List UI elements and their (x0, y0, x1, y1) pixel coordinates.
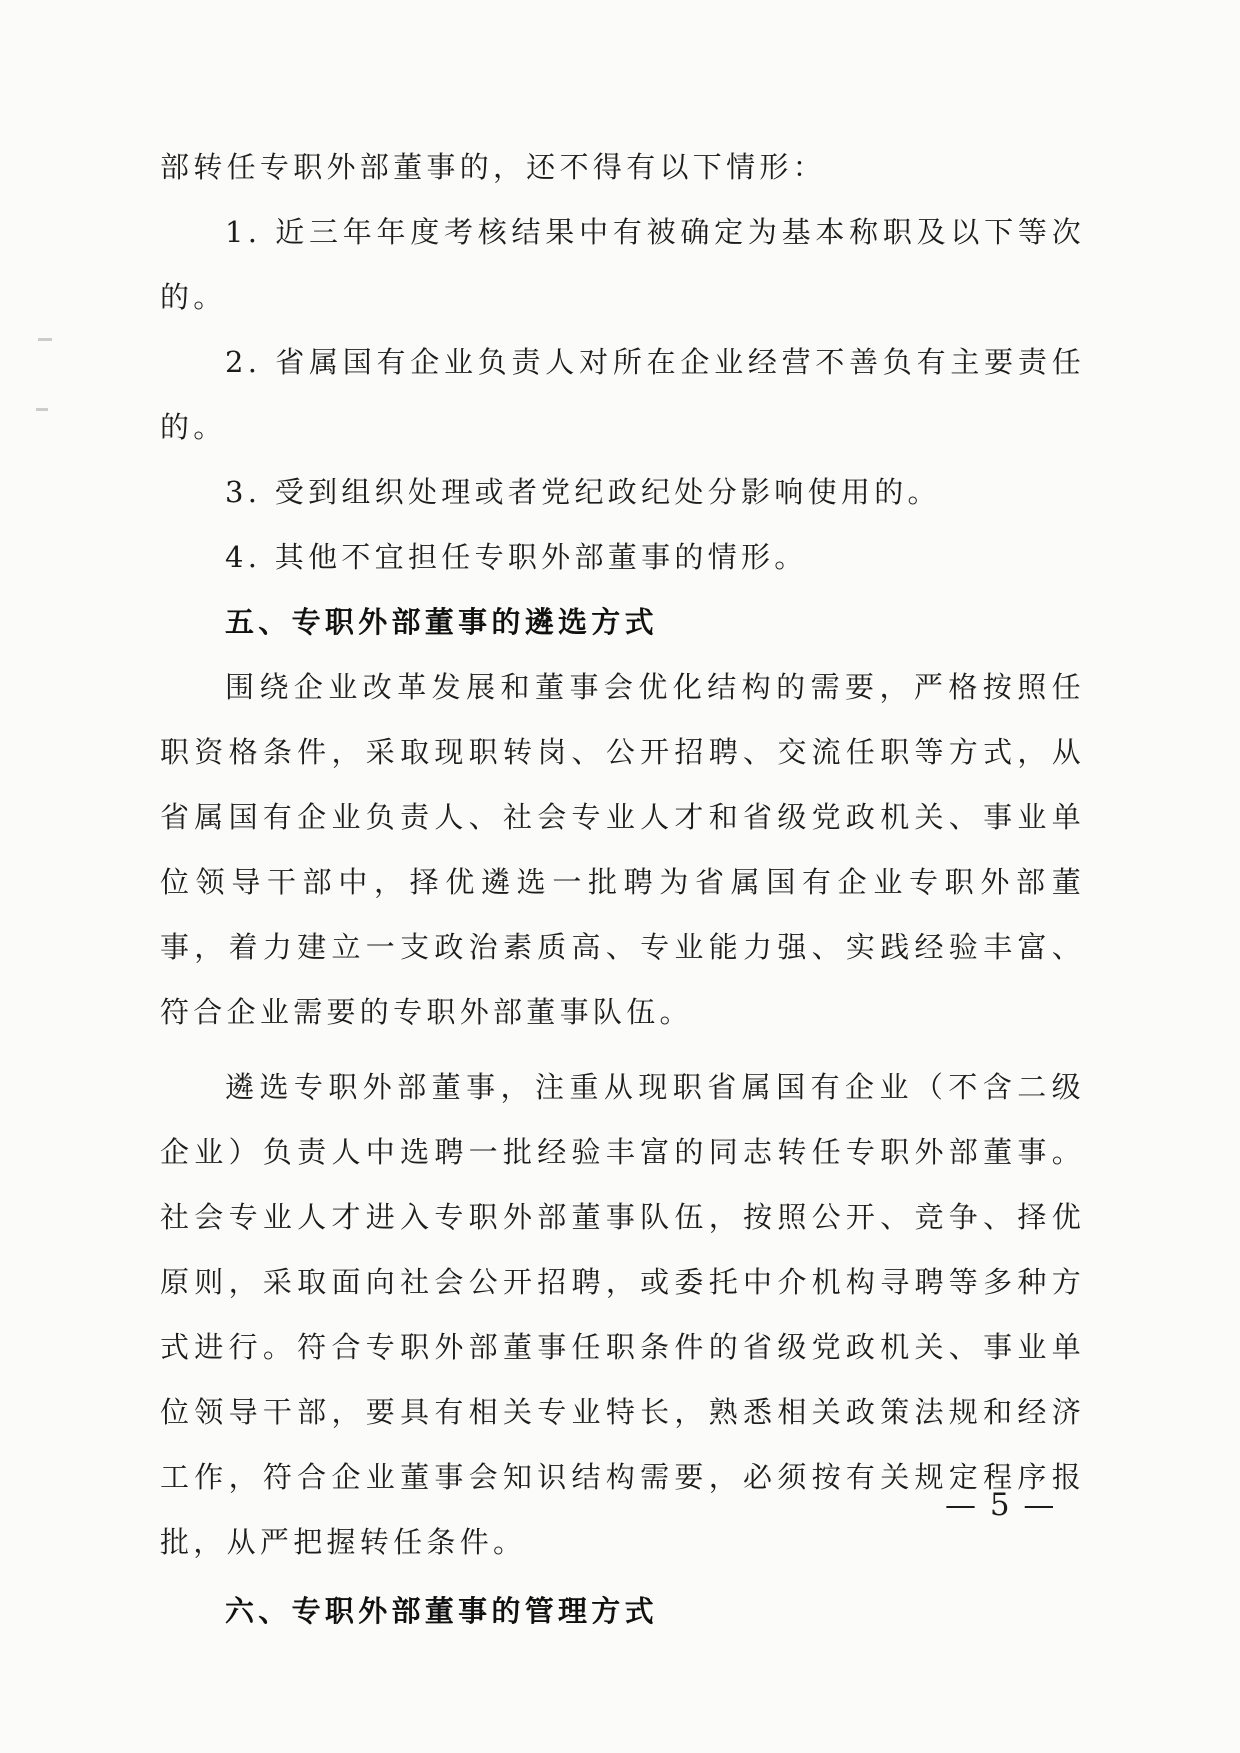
section-heading-5: 五、专职外部董事的遴选方式 (225, 605, 658, 639)
page-number: — 5 — (945, 1487, 1057, 1523)
list-item-4: 4. 其他不宜担任专职外部董事的情形。 (225, 540, 808, 574)
section-5-paragraph-1: 围绕企业改革发展和董事会优化结构的需要，严格按照任职资格条件，采取现职转岗、公开招聘、交流任职等方式，从省属国有企业负责人、社会专业人才和省级党政机关、事业单位领导干部中，择优遴选一批聘为省属国有企业专职外部董事，着力建立一支政治素质高、专业能力强、实践经验丰富、符合企业需要的专职外部董事队伍。 (160, 670, 1085, 1029)
list-item-2: 2. 省属国有企业负责人对所在企业经营不善负有主要责任的。 (160, 345, 1085, 444)
scan-artifact (36, 408, 48, 411)
section-5-paragraph-2: 遴选专职外部董事，注重从现职省属国有企业（不含二级企业）负责人中选聘一批经验丰富的同志转任专职外部董事。社会专业人才进入专职外部董事队伍，按照公开、竞争、择优原则，采取面向社会公开招聘，或委托中介机构寻聘等多种方式进行。符合专职外部董事任职条件的省级党政机关、事业单位领导干部，要具有相关专业特长，熟悉相关政策法规和经济工作，符合企业董事会知识结构需要，必须按有关规定程序报批，从严把握转任条件。 (160, 1070, 1085, 1559)
document-body (160, 135, 1085, 1644)
paragraph-continuation: 部转任专职外部董事的，还不得有以下情形： (160, 150, 827, 184)
section-heading-6: 六、专职外部董事的管理方式 (225, 1594, 658, 1628)
scan-artifact (38, 338, 52, 341)
list-item-3: 3. 受到组织处理或者党纪政纪处分影响使用的。 (225, 475, 941, 509)
list-item-1: 1. 近三年年度考核结果中有被确定为基本称职及以下等次的。 (160, 215, 1085, 314)
